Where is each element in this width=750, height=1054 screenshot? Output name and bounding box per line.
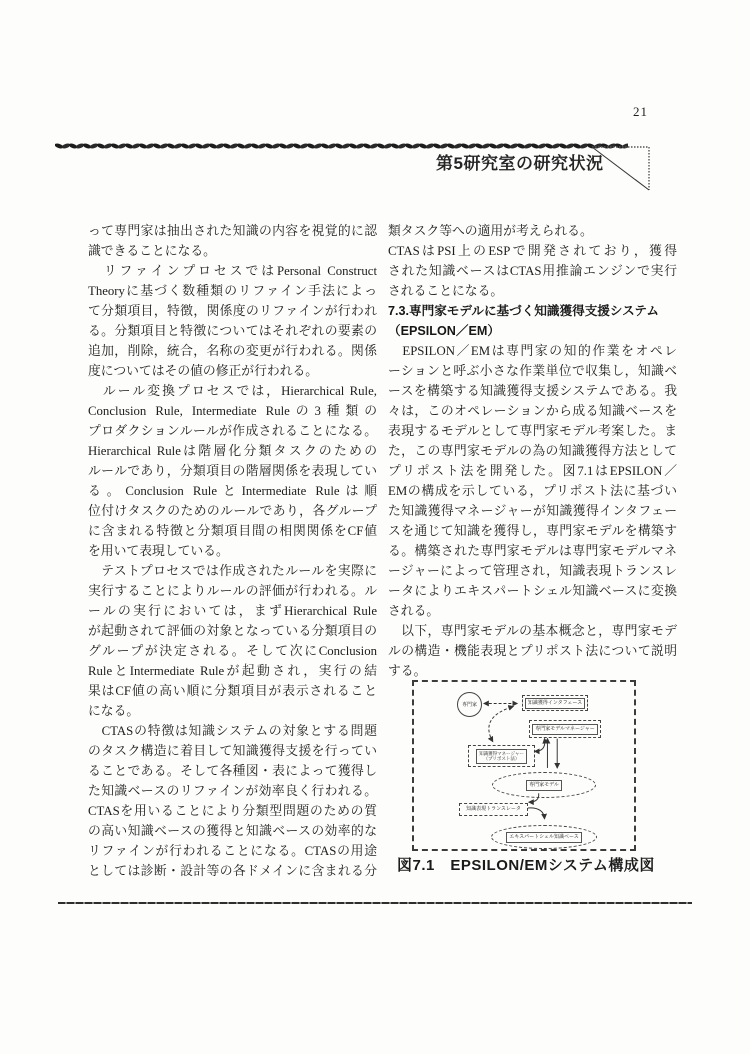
text-line: ールの実行においては，まずHierarchical Rule bbox=[88, 604, 377, 618]
text-line: 位付けタスクのためのルールであり，各グループ bbox=[88, 504, 377, 518]
text-line: ータによりエキスパートシェル知識ベースに変換 bbox=[388, 584, 677, 598]
text-line: リファインが行われることになる。CTASの用途 bbox=[88, 844, 377, 858]
text-line: テストプロセスでは作成されたルールを実際に bbox=[88, 564, 377, 578]
text-line: 度についてはその値の修正が行われる。 bbox=[88, 364, 319, 378]
text-line: 識できることになる。 bbox=[88, 244, 216, 258]
acq-manager-label-line2: （プリポスト法） bbox=[483, 756, 520, 761]
text-line: されることになる。 bbox=[388, 284, 504, 298]
text-line: CTASを用いることにより分類型問題のための質 bbox=[88, 804, 377, 818]
text-line: EMの構成を示している，プリポスト法に基づい bbox=[388, 484, 677, 498]
translator-label: 知識表現トランスレータ bbox=[466, 806, 521, 812]
text-line: 表現するモデルとして専門家モデル考案した。ま bbox=[388, 424, 677, 438]
text-line: ージャーによって管理され，知識表現トランスレ bbox=[388, 564, 677, 578]
section-heading-line: 7.3.専門家モデルに基づく知識獲得支援システム bbox=[388, 304, 659, 318]
shell-kb-label: エキスパートシェル知識ベース bbox=[506, 832, 582, 843]
figure-caption: 図7.1 EPSILON/EMシステム構成図 bbox=[397, 857, 655, 874]
section-heading-line: （EPSILON／EM） bbox=[388, 324, 500, 338]
text-line: リファインプロセスではPersonal Construct bbox=[88, 264, 377, 278]
text-line: が起動されて評価の対象となっている分類項目の bbox=[88, 624, 377, 638]
text-line: プロダクションルールが作成されることになる。 bbox=[88, 424, 377, 438]
interface-label: 知識獲得インタフェース bbox=[525, 698, 585, 709]
text-line: される。 bbox=[388, 604, 440, 618]
text-line: って専門家は抽出された知識の内容を視覚的に認 bbox=[88, 224, 377, 238]
text-line: ルールであり，分類項目の階層関係を表現してい bbox=[88, 464, 377, 478]
column-left bbox=[88, 221, 377, 881]
column-right bbox=[388, 221, 677, 681]
figure-arrows bbox=[414, 682, 634, 849]
text-line: された知識ベースはCTAS用推論エンジンで実行 bbox=[388, 264, 677, 278]
page-title: 第5研究室の研究状況 bbox=[436, 154, 604, 173]
text-line: 以下，専門家モデルの基本概念と，専門家モデ bbox=[388, 624, 677, 638]
text-line: スを通じて知識を獲得し，専門家モデルを構築す bbox=[388, 524, 677, 538]
page-number: 21 bbox=[633, 104, 648, 119]
text-line: ルール変換プロセスでは，Hierarchical Rule, bbox=[88, 384, 377, 398]
text-line: を用いて表現している。 bbox=[88, 544, 229, 558]
model-manager-label: 専門家モデルマネージャー bbox=[532, 724, 598, 735]
text-line: 々は，このオペレーションから成る知識ベースを bbox=[388, 404, 677, 418]
acq-manager-label-line1: 知識獲得マネージャー bbox=[479, 750, 524, 756]
text-line: に含まれる特徴と分類項目間の相関関係をCF値 bbox=[88, 524, 377, 538]
text-line: Hierarchical Ruleは階層化分類タスクのための bbox=[88, 444, 377, 458]
text-line: た，この専門家モデルの為の知識獲得方法として bbox=[388, 444, 677, 458]
text-line: になる。 bbox=[88, 704, 140, 718]
text-line: のタスク構造に着目して知識獲得支援を行ってい bbox=[88, 744, 377, 758]
text-line: て分類項目，特徴，関係度のリファインが行われ bbox=[88, 304, 377, 318]
text-line: Conclusion Rule, Intermediate Ruleの3種類の bbox=[88, 404, 377, 418]
text-line: の高い知識ベースの獲得と知識ベースの効率的な bbox=[88, 824, 377, 838]
text-line: Theoryに基づく数種類のリファイン手法によっ bbox=[88, 284, 377, 298]
text-line: ることである。そして各種図・表によって獲得し bbox=[88, 764, 377, 778]
text-line: 果はCF値の高い順に分類項目が表示されること bbox=[88, 684, 377, 698]
text-line: 類タスク等への適用が考えられる。 bbox=[388, 224, 593, 238]
text-line: ーションと呼ぶ小さな作業単位で収集し，知識ベ bbox=[388, 364, 677, 378]
text-line: プリポスト法を開発した。図7.1はEPSILON／ bbox=[388, 464, 677, 478]
text-line: る。Conclusion RuleとIntermediate Ruleは順 bbox=[88, 484, 377, 498]
text-line: る。構築された専門家モデルは専門家モデルマネ bbox=[388, 544, 677, 558]
figure-frame bbox=[412, 680, 636, 851]
text-line: 実行することによりルールの評価が行われる。ル bbox=[88, 584, 377, 598]
text-line: EPSILON／EMは専門家の知的作業をオペレ bbox=[388, 344, 677, 358]
text-line: としては診断・設計等の各ドメインに含まれる分 bbox=[88, 864, 377, 878]
text-line: ルの構造・機能表現とプリポスト法について説明 bbox=[388, 644, 677, 658]
text-line: グループが決定される。そして次にConclusion bbox=[88, 644, 377, 658]
text-line: た知識獲得マネージャーが知識獲得インタフェー bbox=[388, 504, 677, 518]
text-line: 追加，削除，統合，名称の変更が行われる。関係 bbox=[88, 344, 377, 358]
text-line: CTASの特徴は知識システムの対象とする問題 bbox=[88, 724, 377, 738]
text-line: CTASはPSI上のESPで開発されており，獲得 bbox=[388, 244, 677, 258]
text-line: る。分類項目と特徴についてはそれぞれの要素の bbox=[88, 324, 377, 338]
text-line: RuleとIntermediate Ruleが起動され，実行の結 bbox=[88, 664, 377, 678]
text-line: ースを構築する知識獲得支援システムである。我 bbox=[388, 384, 677, 398]
bottom-rule bbox=[58, 902, 692, 904]
expert-model-label: 専門家モデル bbox=[526, 780, 562, 791]
expert-label: 専門家 bbox=[461, 702, 477, 708]
text-line: する。 bbox=[388, 664, 427, 678]
text-line: た知識ベースのリファインが効率良く行われる。 bbox=[88, 784, 377, 798]
